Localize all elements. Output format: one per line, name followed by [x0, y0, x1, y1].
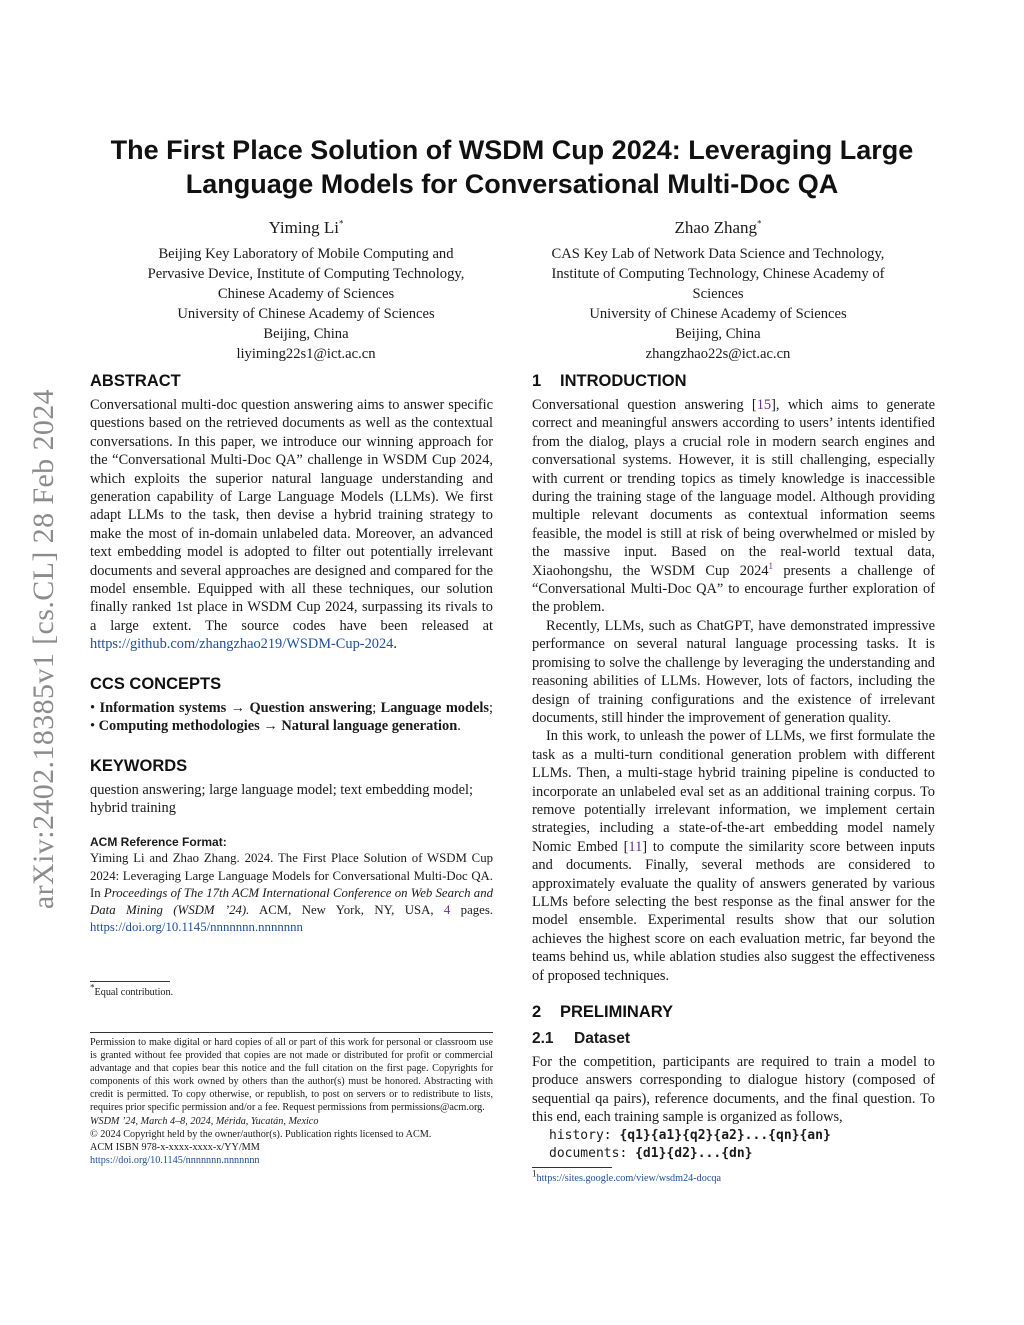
introduction-heading: 1 INTRODUCTION	[532, 372, 687, 390]
author-block-1	[88, 216, 524, 364]
author-location: Beijing, China	[675, 326, 761, 342]
abstract-text: Conversational multi-doc question answering aims to answer specific questions based on the retrieved documents as well as the contextual conversations. In this paper, we introduce our winning approach for the “Conversational Multi-Doc QA” challenge in WSDM Cup 2024, which exploits the superior natural language understanding and generation capability of Large Language Models (LLMs). We first adapt LLMs to the task, then devise a hybrid training strategy to make the most of in-domain unlabeled data. Moreover, an advanced text embedding model is adopted to filter out potentially irrelevant documents and several approaches are designed and compared for the model ensemble. Equipped with all these techniques, our solution finally ranked 1st place in WSDM Cup 2024, surpassing its rivals to a large extent. The source codes have been released at https://github.com/zhangzhao219/WSDM-Cup-2024.	[90, 397, 493, 653]
left-column	[90, 370, 493, 936]
permission-rule	[90, 1032, 493, 1033]
author-affiliation: Chinese Academy of Sciences	[217, 286, 395, 302]
ccs-concepts: • Information systems → Question answering; Language models; • Computing methodologies → Natural language generation.	[90, 699, 493, 735]
doi-link[interactable]: https://doi.org/10.1145/nnnnnnn.nnnnnnn	[90, 920, 303, 935]
author-block-2	[518, 216, 918, 364]
author-affiliation: Institute of Computing Technology, Chinese Academy of	[551, 266, 885, 282]
permission-doi-link[interactable]: https://doi.org/10.1145/nnnnnnn.nnnnnnn	[90, 1154, 260, 1166]
author-affiliation: University of Chinese Academy of Sciences	[589, 306, 847, 322]
author-affiliation: CAS Key Lab of Network Data Science and Technology,	[551, 246, 885, 262]
intro-paragraph-3: In this work, to unleash the power of LLMs, we first formulate the task as a multi-turn conditional generation problem with different LLMs. Then, a multi-stage hybrid training pipeline is conducted to incorporate an unlabeled eval set as an additional training corpus. To remove potentially irrelevant information, we implement certain strategies, including a state-of-the-art embedding model namely Nomic Embed [11] to compute the similarity score between inputs and documents. Finally, several methods are considered to approximately evaluate the quality of answers generated by various LLMs before selecting the best response as the final answer for the model ensemble. Experimental results show that our solution achieves the highest score on each evaluation metric, far beyond the teams behind us, while ablation studies also suggest the effectiveness of proposed techniques.	[532, 728, 935, 984]
dataset-text: For the competition, participants are required to train a model to produce answers corresponding to dialogue history (composed of sequential qa pairs), reference documents, and the final question. To this end, each training sample is organized as follows,	[532, 1054, 935, 1126]
intro-paragraph-2: Recently, LLMs, such as ChatGPT, have demonstrated impressive performance on several natural language processing tasks. It is promising to solve the challenge by leveraging the understanding and reasoning abilities of LLMs. However, lots of factors, including the design of training configurations and the existence of irrelevant documents, still hinder the improvement of generation quality.	[532, 617, 935, 726]
ccs-heading: CCS CONCEPTS	[90, 674, 222, 693]
equal-contribution-note: *Equal contribution.	[90, 982, 174, 998]
abstract-heading: ABSTRACT	[90, 372, 181, 390]
preliminary-heading: 2 PRELIMINARY	[532, 1003, 674, 1021]
copyright-line: © 2024 Copyright held by the owner/author(s). Publication rights licensed to ACM.	[90, 1128, 432, 1140]
author-affiliation: Pervasive Device, Institute of Computing Technology,	[147, 266, 465, 282]
venue-line: WSDM ’24, March 4–8, 2024, Mérida, Yucatán, Mexico	[90, 1115, 319, 1127]
dataset-subheading: 2.1 Dataset	[532, 1030, 630, 1047]
footnote-ref[interactable]: 1	[768, 560, 774, 571]
keywords-text: question answering; large language model; text embedding model; hybrid training	[90, 781, 473, 816]
author-name: Yiming Li*	[268, 218, 344, 237]
author-email: zhangzhao22s@ict.ac.cn	[645, 346, 791, 362]
arxiv-identifier: arXiv:2402.18385v1 [cs.CL] 28 Feb 2024	[27, 388, 60, 910]
citation-link[interactable]: 11	[628, 838, 643, 855]
footnote-rule	[532, 1167, 612, 1168]
acm-reference-text: Yiming Li and Zhao Zhang. 2024. The First Place Solution of WSDM Cup 2024: Leveraging Large Language Models for Conversational Multi-Doc QA. In Proceedings of The 17th ACM International Conference on Web Search and Data Mining (WSDM ’24). ACM, New York, NY, USA, 4 pages. https://doi.org/10.1145/nnnnnnn.nnnnnnn	[90, 851, 494, 935]
website-footnote: $^1$https://sites.google.com/view/wsdm24-docqa	[532, 1168, 721, 1184]
permission-text: Permission to make digital or hard copies of all or part of this work for personal or classroom use is granted without fee provided that copies are not made or distributed for profit or commercial advantage and that copies bear this notice and the full citation on the first page. Copyrights for components of this work owned by others than the author(s) must be honored. Abstracting with credit is permitted. To copy otherwise, or republish, to post on servers or to redistribute to lists, requires prior specific permission and/or a fee. Request permissions from permissions@acm.org.	[90, 1037, 493, 1114]
author-location: Beijing, China	[263, 326, 349, 342]
author-affiliation: Beijing Key Laboratory of Mobile Computing and	[158, 246, 454, 262]
author-affiliation: University of Chinese Academy of Sciences	[177, 306, 435, 322]
intro-paragraph-1: Conversational question answering [15], which aims to generate correct and meaningful answers according to users’ intents identified from the dialog, plays a crucial role in modern search engines and conversational systems. However, it is still challenging, especially with current or trending topics as timely knowledge is inaccessible during the training stage of the language model. Although providing multiple relevant documents as contextual information seems feasible, the model is still at risk of being overwhelmed or misled by the massive input. Based on the real-world textual data, Xiaohongshu, the WSDM Cup 2024$^1$ presents a challenge of “Conversational Multi-Doc QA” to encourage further exploration of the problem.	[532, 397, 935, 616]
citation-link[interactable]: 15	[756, 397, 772, 413]
title-line-2: Language Models for Conversational Multi-Doc QA	[185, 169, 839, 199]
paper-title	[80, 133, 944, 201]
code-documents: documents: {d1}{d2}...{dn}	[549, 1145, 753, 1161]
website-link[interactable]: https://sites.google.com/view/wsdm24-docqa	[536, 1173, 721, 1184]
keywords-heading: KEYWORDS	[90, 756, 188, 775]
title-line-1: The First Place Solution of WSDM Cup 2024: Leveraging Large	[110, 135, 914, 165]
isbn-line: ACM ISBN 978-x-xxxx-xxxx-x/YY/MM	[90, 1141, 260, 1153]
author-email: liyiming22s1@ict.ac.cn	[236, 346, 376, 362]
author-name: Zhao Zhang*	[674, 218, 762, 237]
github-link[interactable]: https://github.com/zhangzhao219/WSDM-Cup-2024	[90, 636, 394, 653]
author-affiliation: Sciences	[692, 286, 744, 302]
acm-reference-heading: ACM Reference Format:	[90, 835, 227, 850]
code-history: history: {q1}{a1}{q2}{a2}...{qn}{an}	[549, 1127, 831, 1143]
footnote-rule	[90, 981, 170, 982]
permission-block	[90, 1036, 493, 1167]
arxiv-sidebar	[18, 358, 70, 940]
right-column	[532, 370, 935, 1163]
